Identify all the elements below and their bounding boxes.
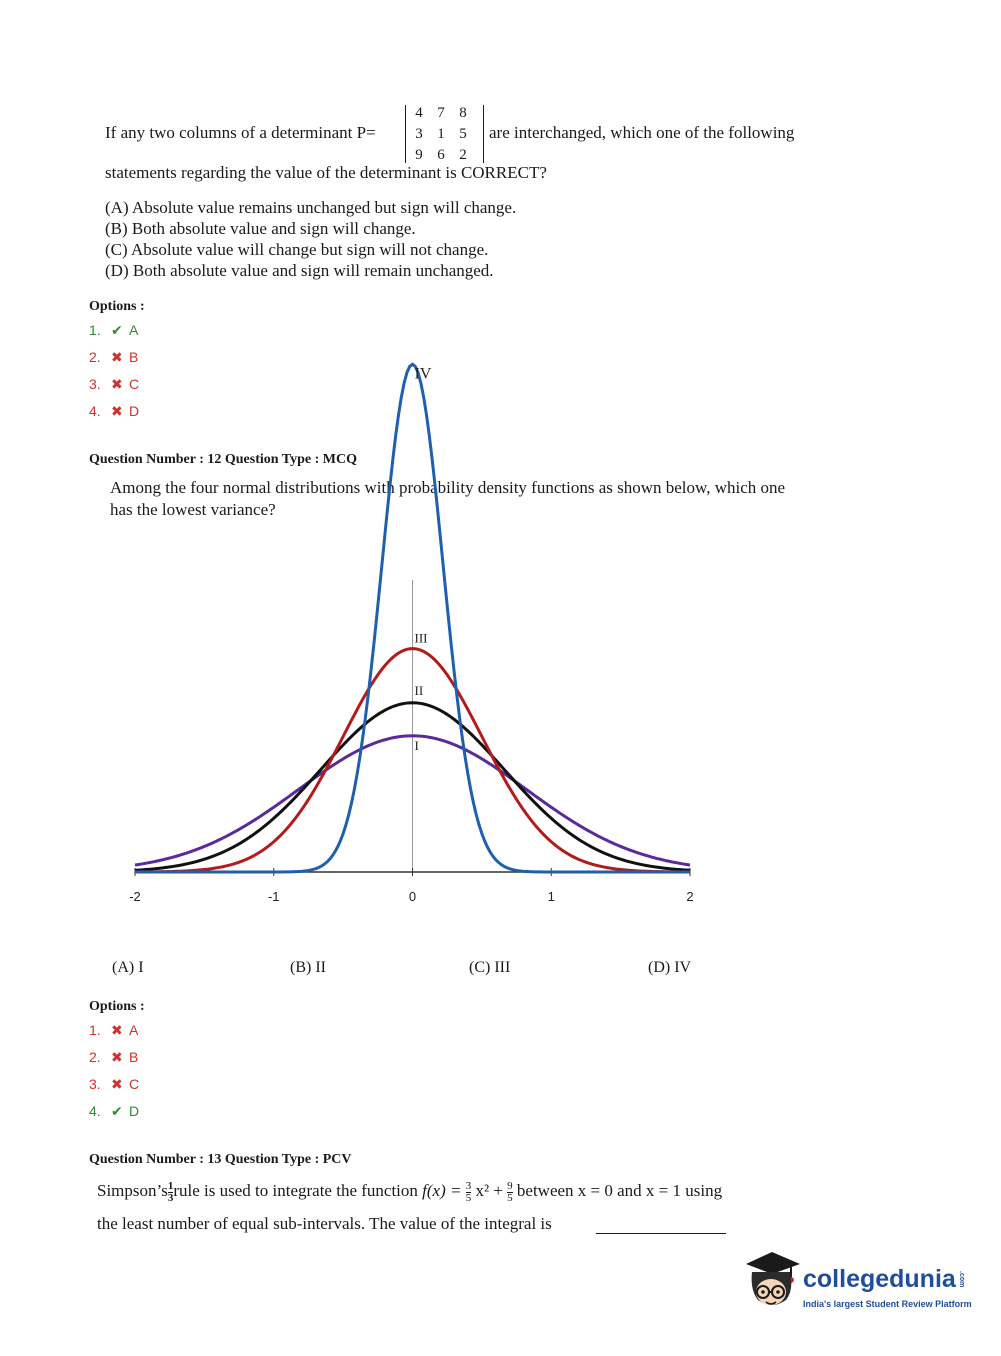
matrix-row [408, 103, 474, 124]
option-number: 1. [89, 322, 101, 338]
q12-choice-d: (D) IV [648, 959, 692, 976]
matrix-cell: 8 [459, 105, 467, 121]
fraction-denominator: 5 [465, 1191, 472, 1204]
matrix-cell: 9 [415, 147, 423, 163]
fraction-numerator: 3 [465, 1179, 472, 1192]
statement-d: (D) Both absolute value and sign will remain unchanged. [105, 261, 494, 280]
q11-options-label: Options : [89, 299, 145, 314]
q11-option-2[interactable] [89, 344, 139, 371]
q13-mid: x² + [475, 1181, 503, 1200]
matrix-cell: 2 [459, 147, 467, 163]
q12-line2: has the lowest variance? [110, 500, 276, 519]
statement-b: (B) Both absolute value and sign will change. [105, 219, 416, 238]
q13-header: Question Number : 13 Question Type : PCV [89, 1152, 352, 1167]
x-tick-label: 1 [547, 889, 555, 904]
option-number: 4. [89, 1103, 101, 1119]
option-letter: A [129, 322, 139, 338]
option-letter: A [129, 1022, 139, 1038]
x-tick-label: 2 [686, 889, 694, 904]
matrix-cell: 5 [459, 126, 467, 142]
option-number: 4. [89, 403, 101, 419]
series-IV-label: IV [414, 365, 432, 383]
q13-part1: Simpson’s [97, 1181, 168, 1200]
x-tick-label: -2 [129, 889, 141, 904]
cross-icon: ✖ [111, 376, 123, 392]
q12-header: Question Number : 12 Question Type : MCQ [89, 452, 357, 467]
option-number: 1. [89, 1022, 101, 1038]
q13-line1 [97, 1180, 722, 1204]
matrix-row [408, 124, 474, 145]
series-III-label: III [414, 630, 428, 646]
q12-line1: Among the four normal distributions with probability density functions as shown below, which one [110, 478, 786, 497]
option-letter: C [129, 1076, 140, 1092]
cross-icon: ✖ [111, 349, 123, 365]
matrix-cell: 4 [415, 105, 423, 121]
matrix-cell: 3 [415, 126, 423, 142]
q12-option-4[interactable] [89, 1098, 139, 1125]
determinant-matrix [408, 103, 474, 166]
cross-icon: ✖ [111, 1022, 123, 1038]
mascot-icon [742, 1250, 802, 1316]
option-number: 2. [89, 349, 101, 365]
q11-option-3[interactable] [89, 371, 139, 398]
x-tick-label: -1 [267, 889, 280, 904]
fraction-denominator: 3 [167, 1191, 174, 1204]
fraction-numerator: 9 [507, 1179, 513, 1192]
collegedunia-logo [742, 1250, 802, 1316]
fraction-denominator: 5 [507, 1191, 513, 1204]
check-icon: ✔ [111, 322, 123, 338]
cross-icon: ✖ [111, 403, 123, 419]
option-number: 3. [89, 1076, 101, 1092]
q12-choice-c: (C) III [469, 959, 511, 976]
q11-options-list [89, 317, 139, 425]
q12-options-label: Options : [89, 999, 145, 1014]
q11-option-4[interactable] [89, 398, 139, 425]
series-II-label: II [414, 682, 424, 698]
matrix-cell: 1 [437, 126, 445, 142]
brand-tagline: India's largest Student Review Platform [803, 1299, 972, 1309]
cross-icon: ✖ [111, 1049, 123, 1065]
fraction-three-fifths [466, 1181, 472, 1204]
option-letter: D [129, 403, 140, 419]
q11-text-line2: statements regarding the value of the determinant is CORRECT? [105, 163, 547, 182]
series-I-label: I [414, 737, 419, 753]
determinant-left-bar [405, 105, 406, 163]
q12-option-2[interactable] [89, 1044, 139, 1071]
answer-blank-line[interactable] [596, 1233, 726, 1234]
matrix-cell: 6 [437, 147, 445, 163]
q13-line2: the least number of equal sub-intervals. The value of the integral is [97, 1214, 552, 1233]
matrix-cell: 7 [437, 105, 445, 121]
brand-name: collegedunia [803, 1265, 956, 1293]
fraction-numerator: 1 [167, 1179, 174, 1192]
option-number: 3. [89, 376, 101, 392]
q11-text-after: are interchanged, which one of the following [489, 123, 795, 142]
option-letter: D [129, 1103, 140, 1119]
q13-func: f(x) = [422, 1181, 462, 1200]
option-number: 2. [89, 1049, 101, 1065]
q12-options-list [89, 1017, 139, 1125]
option-letter: C [129, 376, 140, 392]
q12-option-1[interactable] [89, 1017, 139, 1044]
option-letter: B [129, 349, 139, 365]
check-icon: ✔ [111, 1103, 123, 1119]
option-letter: B [129, 1049, 139, 1065]
q11-determinant [405, 103, 485, 166]
cross-icon: ✖ [111, 1076, 123, 1092]
q11-statements [105, 197, 516, 281]
statement-a: (A) Absolute value remains unchanged but sign will change. [105, 198, 517, 217]
determinant-right-bar [483, 105, 484, 163]
statement-c: (C) Absolute value will change but sign will not change. [105, 240, 489, 259]
q11-text-before: If any two columns of a determinant P= [105, 123, 376, 142]
q11-option-1[interactable] [89, 317, 139, 344]
q13-part2: rule is used to integrate the function [173, 1181, 418, 1200]
q13-part3: between x = 0 and x = 1 using [516, 1181, 723, 1200]
x-tick-label: 0 [408, 889, 417, 904]
q12-option-3[interactable] [89, 1071, 139, 1098]
fraction-nine-fifths [507, 1181, 513, 1204]
brand-suffix: .com [958, 1271, 965, 1288]
q12-choice-a: (A) I [112, 959, 144, 976]
q12-choice-b: (B) II [290, 959, 326, 976]
